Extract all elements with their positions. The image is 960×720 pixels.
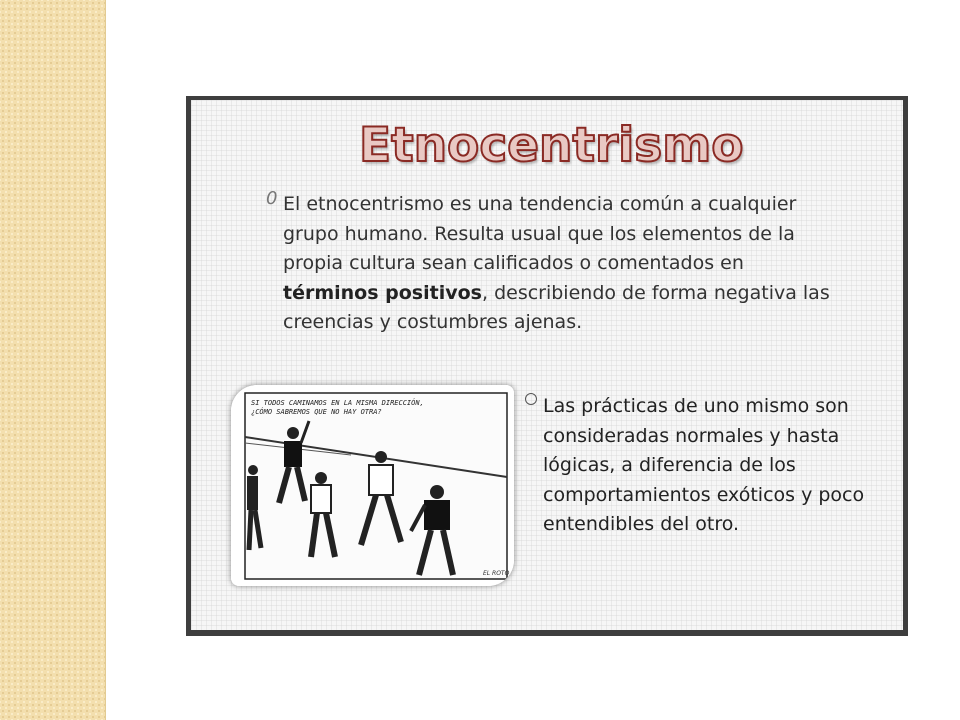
bullet-marker-1: 0 [266, 188, 278, 209]
slide-title: Etnocentrismo [359, 118, 744, 173]
bullet-paragraph-2: Las prácticas de uno mismo son consideradas normales y hasta lógicas, a diferencia de los comportamientos exóticos y poco entendibles del otro. [543, 395, 865, 535]
decorative-side-strip [0, 0, 106, 720]
bullet1-text-after: , describiendo de forma negativa las creencias y costumbres ajenas. [283, 281, 830, 333]
bullet1-bold-text: términos positivos [283, 281, 482, 304]
slide-content [191, 100, 903, 630]
bullet-marker-2 [525, 393, 537, 405]
bullet1-text-before: El etnocentrismo es una tendencia común a cualquier grupo humano. Resulta usual que los elementos de la propia cultura sean calificados o comentados en [283, 193, 797, 274]
bullet-paragraph-1 [283, 190, 843, 338]
cartoon-signature: EL ROTO [483, 570, 510, 577]
cartoon-caption-line1: SI TODOS CAMINAMOS EN LA MISMA DIRECCIÓN, [251, 399, 424, 407]
cartoon-image [231, 385, 514, 586]
cartoon-caption-line2: ¿CÓMO SABREMOS QUE NO HAY OTRA? [251, 408, 382, 416]
cartoon-illustration [231, 385, 514, 586]
slide-frame [186, 96, 908, 636]
